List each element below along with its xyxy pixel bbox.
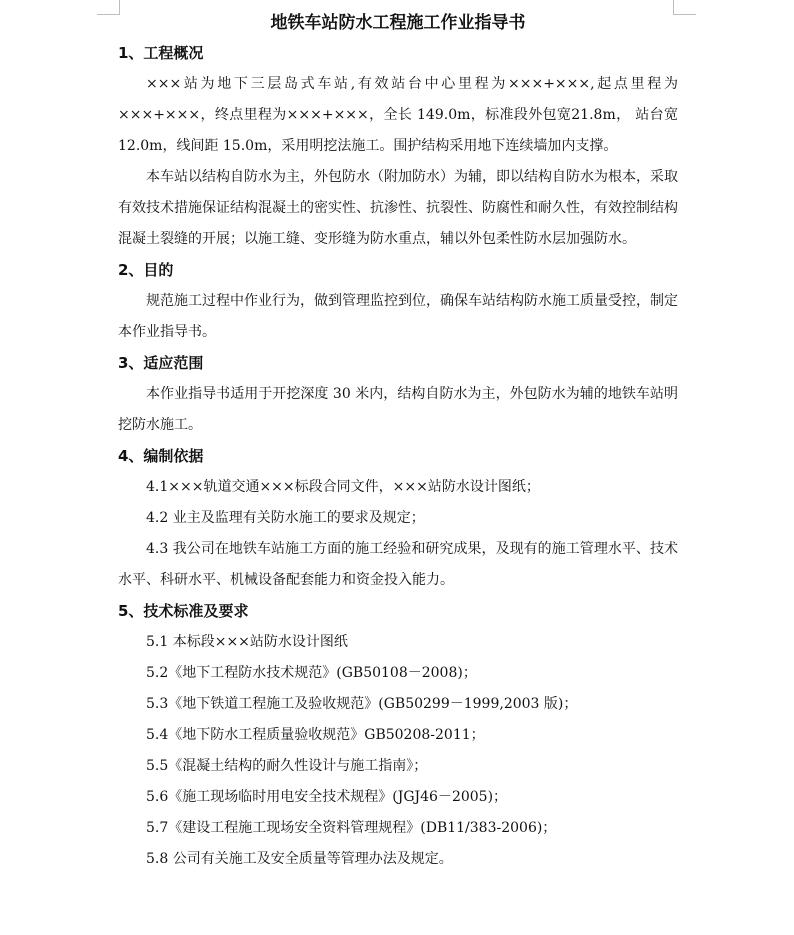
section-heading: 4、编制依据 xyxy=(118,447,204,465)
section-purpose xyxy=(118,255,678,348)
list-item: 5.8 公司有关施工及安全质量等管理办法及规定。 xyxy=(146,851,453,867)
section-scope xyxy=(118,348,678,441)
section-heading: 1、工程概况 xyxy=(118,44,204,62)
document-title: 地铁车站防水工程施工作业指导书 xyxy=(270,13,526,33)
list-item: 5.6《施工现场临时用电安全技术规程》(JGJ46－2005)； xyxy=(146,789,508,805)
list-item: 5.7《建设工程施工现场安全资料管理规程》(DB11/383-2006)； xyxy=(146,820,557,836)
paragraph: 本车站以结构自防水为主，外包防水（附加防水）为辅，即以结构自防水为根本，采取有效技术措施保证结构混凝土的密实性、抗渗性、抗裂性、防腐性和耐久性，有效控制结构混凝土裂缝的开展；以施工缝、变形缝为防水重点，辅以外包柔性防水层加强防水。 xyxy=(118,169,678,247)
section-standards xyxy=(118,596,678,875)
paragraph: 本作业指导书适用于开挖深度 30 米内，结构自防水为主，外包防水为辅的地铁车站明挖防水施工。 xyxy=(118,386,678,433)
section-heading: 2、目的 xyxy=(118,261,174,279)
document-body xyxy=(118,10,678,875)
list-item: 4.2 业主及监理有关防水施工的要求及规定； xyxy=(146,510,425,526)
section-basis xyxy=(118,441,678,596)
list-item: 5.2《地下工程防水技术规范》(GB50108－2008)； xyxy=(146,665,477,681)
section-heading: 3、适应范围 xyxy=(118,354,204,372)
list-item: 5.4《地下防水工程质量验收规范》GB50208-2011； xyxy=(146,727,485,743)
list-item: 5.3《地下铁道工程施工及验收规范》(GB50299－1999,2003 版)； xyxy=(146,696,578,712)
list-item: 4.3 我公司在地铁车站施工方面的施工经验和研究成果，及现有的施工管理水平、技术水平、科研水平、机械设备配套能力和资金投入能力。 xyxy=(118,541,678,588)
paragraph: ×××站为地下三层岛式车站,有效站台中心里程为×××+×××,起点里程为×××+×××，终点里程为×××+×××，全长 149.0m，标准段外包宽21.8m， 站台宽 12.0m，线间距 15.0m，采用明挖法施工。围护结构采用地下连续墙加内支撑。 xyxy=(118,76,678,154)
section-overview xyxy=(118,38,678,255)
paragraph: 规范施工过程中作业行为，做到管理监控到位，确保车站结构防水施工质量受控，制定本作业指导书。 xyxy=(118,293,678,340)
list-item: 4.1×××轨道交通×××标段合同文件，×××站防水设计图纸； xyxy=(146,479,540,495)
list-item: 5.5《混凝土结构的耐久性设计与施工指南》； xyxy=(146,758,428,774)
list-item: 5.1 本标段×××站防水设计图纸 xyxy=(146,634,348,650)
section-heading: 5、技术标准及要求 xyxy=(118,602,249,620)
crop-mark-left xyxy=(97,0,120,15)
